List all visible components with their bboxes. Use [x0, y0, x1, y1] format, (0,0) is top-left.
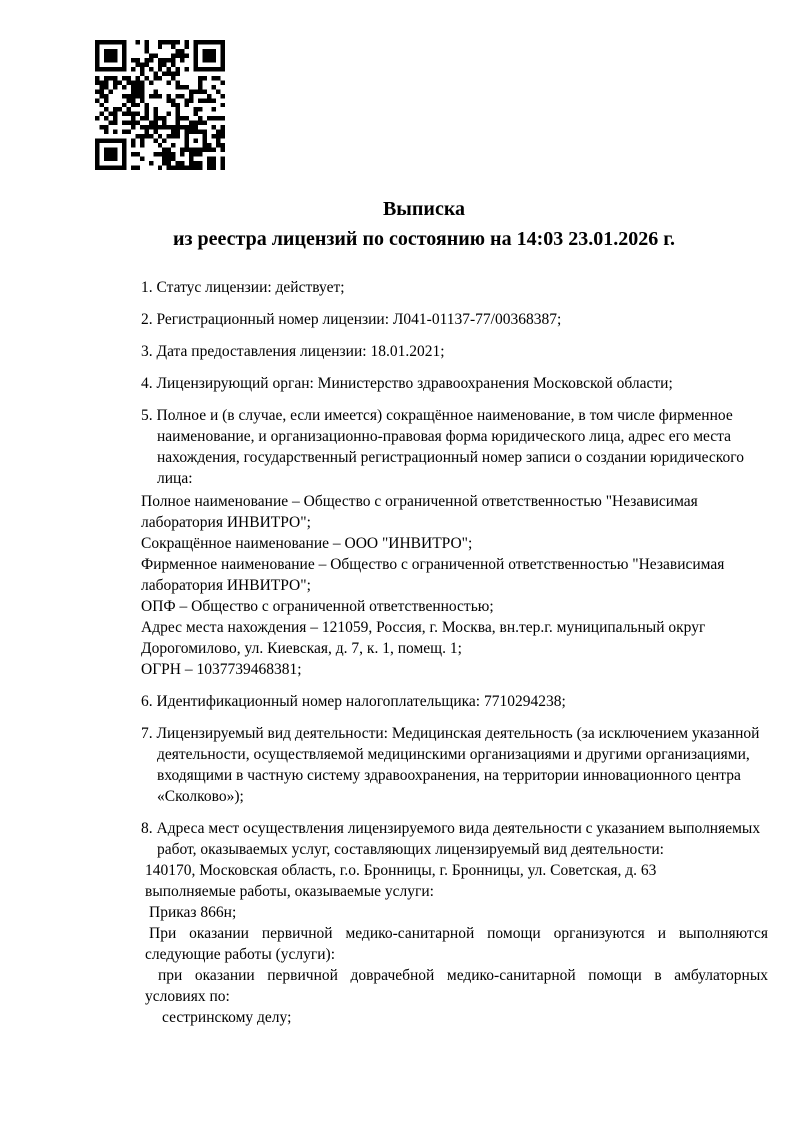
licensing-authority-line: 4. Лицензирующий орган: Министерство здравоохранения Московской области;	[141, 375, 673, 392]
activity-details	[141, 860, 768, 1028]
org-ogrn: ОГРН – 1037739468381;	[141, 661, 302, 678]
license-date-line: 3. Дата предоставления лицензии: 18.01.2021;	[141, 343, 445, 360]
activity-address: 140170, Московская область, г.о. Бронницы, г. Бронницы, ул. Советская, д. 63	[145, 862, 657, 879]
org-legal-form: ОПФ – Общество с ограниченной ответственностью;	[141, 598, 494, 615]
activity-addresses-heading: 8. Адреса мест осуществления лицензируемого вида деятельности с указанием выполняемых работ, оказываемых услуг, составляющих лицензируемый вид деятельности:	[141, 820, 761, 858]
activity-nursing: сестринскому делу;	[162, 1009, 292, 1026]
licensed-activity-line: 7. Лицензируемый вид деятельности: Медицинская деятельность (за исключением указанной деятельности, осуществляемой медицинскими организациями и другими организациями, входящими в частную систему здравоохранения, на территории инновационного центра «Сколково»);	[141, 725, 760, 805]
qr-code-image	[95, 40, 225, 170]
activity-order: Приказ 866н;	[149, 904, 237, 921]
org-address: Адрес места нахождения – 121059, Россия, г. Москва, вн.тер.г. муниципальный округ Дорогомилово, ул. Киевская, д. 7, к. 1, помещ. 1;	[141, 619, 706, 657]
license-number-line: 2. Регистрационный номер лицензии: Л041-01137-77/00368387;	[141, 311, 562, 328]
activity-works-intro: выполняемые работы, оказываемые услуги:	[145, 883, 434, 900]
taxpayer-id-line: 6. Идентификационный номер налогоплательщика: 7710294238;	[141, 693, 566, 710]
org-info-heading: 5. Полное и (в случае, если имеется) сокращённое наименование, в том числе фирменное наименование, и организационно-правовая форма юридического лица, адрес его места нахождения, государственный регистрационный номер записи о создании юридического лица:	[141, 407, 745, 487]
activity-primary-care: При оказании первичной медико-санитарной помощи организуются и выполняются следующие работы (услуги):	[145, 925, 768, 963]
page-title: Выписка	[382, 198, 466, 220]
document-header	[141, 0, 707, 253]
page-subtitle: из реестра лицензий по состоянию на 14:03 23.01.2026 г.	[172, 228, 676, 250]
org-brand-name: Фирменное наименование – Общество с ограниченной ответственностью "Независимая лаборатория ИНВИТРО";	[141, 556, 725, 594]
license-status-line: 1. Статус лицензии: действует;	[141, 279, 345, 296]
org-full-name: Полное наименование – Общество с ограниченной ответственностью "Независимая лаборатория ИНВИТРО";	[141, 493, 698, 531]
qr-code	[95, 40, 225, 170]
organization-details	[141, 491, 768, 680]
document-body	[141, 277, 768, 1028]
activity-pre-medical: при оказании первичной доврачебной медико-санитарной помощи в амбулаторных условиях по:	[145, 967, 768, 1005]
org-short-name: Сокращённое наименование – ООО "ИНВИТРО";	[141, 535, 473, 552]
